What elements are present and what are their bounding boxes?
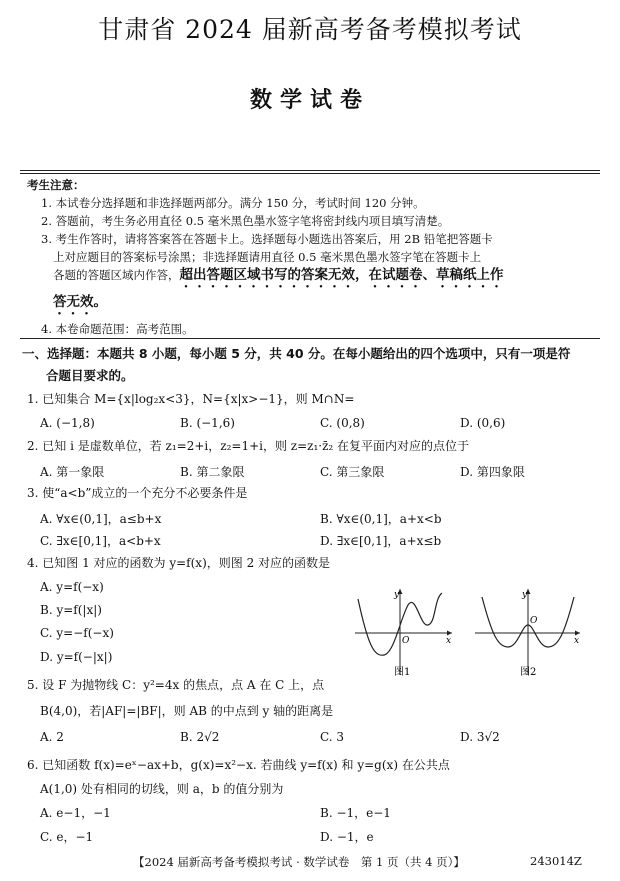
divider-top	[20, 170, 600, 171]
note-2: 2. 答题前，考生务必用直径 0.5 毫米黑色墨水签字笔将密封线内项目填写清楚。	[41, 214, 450, 228]
section-heading-line2: 合题目要求的。	[46, 368, 134, 383]
note-4: 4. 本卷命题范围：高考范围。	[41, 322, 194, 336]
note-3-emphasis: 超出答题区域书写的答案无效，在试题卷、草稿纸上作	[179, 267, 504, 283]
question-1-stem: 1. 已知集合 M={x|log₂x<3}，N={x|x>−1}，则 M∩N=	[27, 392, 355, 406]
q3-option-c[interactable]: C. ∃x∈[0,1]，a<b+x	[40, 534, 161, 548]
q5-option-b[interactable]: B. 2√2	[180, 730, 220, 744]
divider-top-2	[20, 173, 600, 174]
figure-1-y-label: y	[394, 590, 400, 600]
figure-1-x-axis	[355, 631, 452, 636]
figure-2-origin: O	[530, 616, 538, 626]
question-4-stem: 4. 已知图 1 对应的函数为 y=f(x)，则图 2 对应的函数是	[27, 556, 331, 570]
figure-1	[350, 585, 460, 680]
q3-option-b[interactable]: B. ∀x∈(0,1]，a+x<b	[320, 512, 442, 526]
notes-heading: 考生注意：	[27, 178, 85, 192]
q3-option-a[interactable]: A. ∀x∈(0,1]，a≤b+x	[40, 512, 162, 526]
footer-title: 【2024 届新高考备考模拟考试 · 数学试卷 第 1 页（共 4 页）】	[133, 855, 465, 869]
q2-option-c[interactable]: C. 第三象限	[320, 465, 385, 479]
note-3-cont: 上对应题目的答案标号涂黑；非选择题请用直径 0.5 毫米黑色墨水签字笔在答题卡上	[53, 250, 482, 264]
q4-option-d[interactable]: D. y=f(−|x|)	[40, 650, 113, 664]
q1-option-d[interactable]: D. (0,6)	[460, 416, 506, 430]
figure-2-x-label: x	[574, 636, 580, 646]
figure-1-origin: O	[402, 636, 410, 646]
q6-option-a[interactable]: A. e−1，−1	[40, 806, 111, 820]
note-3-text: 各题的答题区域内作答，	[53, 268, 180, 282]
note-3: 3. 考生作答时，请将答案答在答题卡上。选择题每小题选出答案后，用 2B 铅笔把答题卡	[41, 232, 493, 246]
note-3-cont-3	[27, 291, 597, 318]
q3-option-d[interactable]: D. ∃x∈[0,1]，a+x≤b	[320, 534, 442, 548]
q4-option-c[interactable]: C. y=−f(−x)	[40, 626, 114, 640]
q5-option-a[interactable]: A. 2	[40, 730, 64, 744]
notes-block	[27, 176, 597, 338]
q2-option-b[interactable]: B. 第二象限	[180, 465, 245, 479]
note-3-cont-2	[27, 266, 597, 291]
q2-option-d[interactable]: D. 第四象限	[460, 465, 525, 479]
question-5-stem: 5. 设 F 为抛物线 C：y²=4x 的焦点，点 A 在 C 上，点	[27, 678, 325, 692]
q2-option-a[interactable]: A. 第一象限	[40, 465, 105, 479]
q6-option-b[interactable]: B. −1，e−1	[320, 806, 391, 820]
q1-option-a[interactable]: A. (−1,8)	[40, 416, 95, 430]
q4-option-b[interactable]: B. y=f(|x|)	[40, 603, 102, 617]
q6-option-d[interactable]: D. −1，e	[320, 830, 374, 844]
note-3-emphasis-2: 答无效。	[53, 294, 107, 310]
q5-option-d[interactable]: D. 3√2	[460, 730, 500, 744]
exam-title: 甘肃省 2024 届新高考备考模拟考试	[98, 15, 522, 44]
figure-2	[472, 585, 587, 680]
q1-option-b[interactable]: B. (−1,6)	[180, 416, 235, 430]
question-6-stem: 6. 已知函数 f(x)=eˣ−ax+b，g(x)=x²−x. 若曲线 y=f(x) 和 y=g(x) 在公共点	[27, 758, 450, 772]
question-2-stem: 2. 已知 i 是虚数单位，若 z₁=2+i，z₂=1+i，则 z=z₁·z̄₂ 在复平面内对应的点位于	[27, 439, 470, 453]
section-heading	[22, 343, 602, 387]
q4-option-a[interactable]: A. y=f(−x)	[40, 580, 104, 594]
question-3-stem: 3. 使“a<b”成立的一个充分不必要条件是	[27, 486, 248, 500]
question-5-stem-2: B(4,0)，若|AF|=|BF|，则 AB 的中点到 y 轴的距离是	[40, 704, 334, 718]
q1-option-c[interactable]: C. (0,8)	[320, 416, 365, 430]
figure-2-y-axis	[526, 589, 531, 675]
figure-1-x-label: x	[446, 636, 452, 646]
figure-2-y-label: y	[522, 590, 528, 600]
section-heading-line1: 一、选择题：本题共 8 小题，每小题 5 分，共 40 分。在每小题给出的四个选项中，只有一项是符	[22, 346, 571, 361]
figure-1-caption: 图1	[394, 667, 411, 678]
figure-2-caption: 图2	[520, 667, 537, 678]
q5-option-c[interactable]: C. 3	[320, 730, 345, 744]
note-1: 1. 本试卷分选择题和非选择题两部分。满分 150 分，考试时间 120 分钟。	[41, 196, 425, 210]
footer-code: 243014Z	[530, 854, 582, 868]
question-6-stem-2: A(1,0) 处有相同的切线，则 a，b 的值分别为	[40, 782, 284, 796]
divider-notes	[20, 338, 600, 339]
q6-option-c[interactable]: C. e，−1	[40, 830, 94, 844]
exam-subtitle: 数学试卷	[249, 88, 370, 113]
